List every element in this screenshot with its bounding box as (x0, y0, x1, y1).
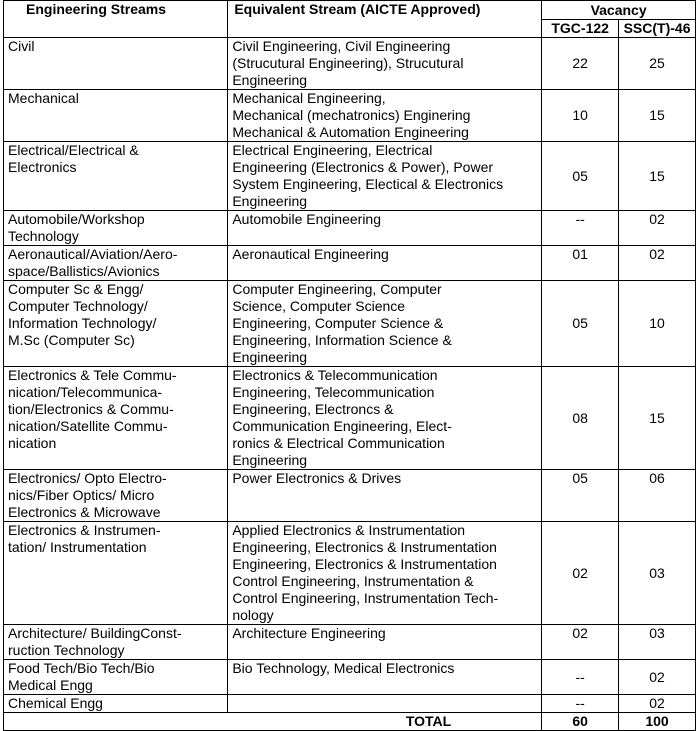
table-row (4, 470, 696, 522)
stream-cell (4, 625, 228, 660)
tgc-vacancy-cell: -- (542, 211, 619, 246)
stream-line: nication/Telecommunica- (8, 384, 163, 400)
equivalent-cell (228, 90, 542, 142)
stream-cell (4, 470, 228, 522)
table-row (4, 90, 696, 142)
equivalent-cell (228, 625, 542, 660)
total-tgc: 60 (542, 713, 619, 731)
header-streams: Engineering Streams (4, 1, 228, 38)
equivalent-line: Mechanical Engineering, (232, 90, 386, 106)
stream-line: Automobile/Workshop (8, 211, 145, 227)
equivalent-cell (228, 281, 542, 367)
table-row (4, 38, 696, 90)
equivalent-line: Engineering (Electronics & Power), Power (232, 159, 494, 175)
table-row (4, 625, 696, 660)
equivalent-line: Control Engineering, Instrumentation & (232, 573, 474, 589)
equivalent-line: Engineering, Information Science & (232, 332, 452, 348)
header-row-top (4, 1, 696, 20)
ssc-vacancy-cell: 02 (619, 246, 696, 281)
stream-cell (4, 142, 228, 211)
header-vacancy: Vacancy (542, 1, 696, 20)
stream-line: Electronics & Tele Commu- (8, 367, 177, 383)
equivalent-cell (228, 470, 542, 522)
stream-line: tation/ Instrumentation (8, 539, 147, 555)
vacancy-table (3, 0, 696, 731)
equivalent-cell (228, 38, 542, 90)
equivalent-line: Engineering (232, 193, 308, 209)
equivalent-cell (228, 142, 542, 211)
stream-line: nication/Satellite Commu- (8, 418, 168, 434)
stream-line: Computer Sc & Engg/ (8, 281, 144, 297)
equivalent-line: Civil Engineering, Civil Engineering (232, 38, 451, 54)
stream-line: M.Sc (Computer Sc) (8, 332, 135, 348)
tgc-vacancy-cell: 01 (542, 246, 619, 281)
equivalent-line: Science, Computer Science (232, 298, 406, 314)
equivalent-line: Engineering, Telecommunication (232, 384, 435, 400)
ssc-vacancy-cell: 02 (619, 695, 696, 713)
stream-cell (4, 38, 228, 90)
stream-line: Computer Technology/ (8, 298, 148, 314)
equivalent-line: Automobile Engineering (232, 211, 381, 227)
equivalent-line: Bio Technology, Medical Electronics (232, 660, 455, 676)
total-ssc: 100 (619, 713, 696, 731)
stream-cell (4, 695, 228, 713)
equivalent-line: Electronics & Telecommunication (232, 367, 438, 383)
stream-cell (4, 246, 228, 281)
stream-cell (4, 211, 228, 246)
equivalent-line: Control Engineering, Instrumentation Tech- (232, 590, 499, 606)
tgc-vacancy-cell: -- (542, 660, 619, 695)
equivalent-line: Electrical Engineering, Electrical (232, 142, 433, 158)
equivalent-line: Architecture Engineering (232, 625, 386, 641)
equivalent-line: Engineering, Computer Science & (232, 315, 444, 331)
stream-line: ruction Technology (8, 642, 125, 658)
tgc-vacancy-cell: -- (542, 695, 619, 713)
table-row (4, 211, 696, 246)
equivalent-line: Mechanical & Automation Engineering (232, 124, 469, 140)
ssc-vacancy-cell: 02 (619, 211, 696, 246)
tgc-vacancy-cell: 02 (542, 522, 619, 625)
ssc-vacancy-cell: 15 (619, 367, 696, 470)
equivalent-cell (228, 246, 542, 281)
stream-line: Architecture/ BuildingConst- (8, 625, 182, 641)
stream-line: Chemical Engg (8, 695, 103, 711)
stream-line: Medical Engg (8, 677, 93, 693)
ssc-vacancy-cell: 25 (619, 38, 696, 90)
equivalent-cell (228, 660, 542, 695)
equivalent-line: Computer Engineering, Computer (232, 281, 442, 297)
equivalent-cell (228, 695, 542, 713)
ssc-vacancy-cell: 10 (619, 281, 696, 367)
table-row (4, 281, 696, 367)
equivalent-cell (228, 522, 542, 625)
tgc-vacancy-cell: 10 (542, 90, 619, 142)
equivalent-line: Engineering (232, 72, 308, 88)
vacancy-table-page (3, 0, 696, 729)
stream-line: nication (8, 435, 57, 451)
stream-line: Electrical/Electrical & (8, 142, 139, 158)
stream-line: Electronics/ Opto Electro- (8, 470, 167, 486)
table-row (4, 142, 696, 211)
tgc-vacancy-cell: 05 (542, 281, 619, 367)
equivalent-line: System Engineering, Electical & Electronics (232, 176, 504, 192)
tgc-vacancy-cell: 05 (542, 470, 619, 522)
stream-cell (4, 522, 228, 625)
table-row (4, 246, 696, 281)
equivalent-cell (228, 367, 542, 470)
equivalent-line: Applied Electronics & Instrumentation (232, 522, 466, 538)
header-tgc: TGC-122 (542, 20, 619, 38)
table-row (4, 695, 696, 713)
stream-cell (4, 90, 228, 142)
equivalent-line: Engineering, Electroncs & (232, 401, 394, 417)
tgc-vacancy-cell: 22 (542, 38, 619, 90)
equivalent-line: Communication Engineering, Elect- (232, 418, 452, 434)
stream-cell (4, 660, 228, 695)
header-equivalent: Equivalent Stream (AICTE Approved) (228, 1, 542, 38)
equivalent-line: Engineering (232, 452, 308, 468)
stream-line: Electronics (8, 159, 77, 175)
ssc-vacancy-cell: 15 (619, 90, 696, 142)
ssc-vacancy-cell: 15 (619, 142, 696, 211)
equivalent-line: ronics & Electrical Communication (232, 435, 445, 451)
stream-line: Information Technology/ (8, 315, 157, 331)
ssc-vacancy-cell: 03 (619, 522, 696, 625)
table-row (4, 367, 696, 470)
stream-line: Electronics & Instrumen- (8, 522, 161, 538)
tgc-vacancy-cell: 05 (542, 142, 619, 211)
equivalent-line: Power Electronics & Drives (232, 470, 402, 486)
stream-line: Food Tech/Bio Tech/Bio (8, 660, 155, 676)
ssc-vacancy-cell: 06 (619, 470, 696, 522)
header-ssc: SSC(T)-46 (619, 20, 696, 38)
stream-line: tion/Electronics & Commu- (8, 401, 174, 417)
stream-line: Aeronautical/Aviation/Aero- (8, 246, 178, 262)
equivalent-line: Engineering, Electronics & Instrumentation (232, 556, 497, 572)
equivalent-line: Aeronautical Engineering (232, 246, 389, 262)
stream-line: Mechanical (8, 90, 79, 106)
stream-line: Technology (8, 228, 79, 244)
stream-cell (4, 367, 228, 470)
stream-line: Electronics & Microwave (8, 504, 161, 520)
stream-cell (4, 281, 228, 367)
ssc-vacancy-cell: 03 (619, 625, 696, 660)
stream-line: Civil (8, 38, 35, 54)
equivalent-line: Engineering (232, 349, 308, 365)
table-row (4, 522, 696, 625)
tgc-vacancy-cell: 02 (542, 625, 619, 660)
total-label: TOTAL (4, 713, 542, 731)
ssc-vacancy-cell: 02 (619, 660, 696, 695)
table-body (4, 38, 696, 713)
tgc-vacancy-cell: 08 (542, 367, 619, 470)
stream-line: nics/Fiber Optics/ Micro (8, 487, 155, 503)
equivalent-line: (Strucutural Engineering), Strucutural (232, 55, 464, 71)
stream-line: space/Ballistics/Avionics (8, 263, 160, 279)
equivalent-cell (228, 211, 542, 246)
equivalent-line: nology (232, 607, 274, 623)
table-row (4, 660, 696, 695)
equivalent-line: Engineering, Electronics & Instrumentation (232, 539, 497, 555)
equivalent-line: Mechanical (mechatronics) Enginering (232, 107, 471, 123)
